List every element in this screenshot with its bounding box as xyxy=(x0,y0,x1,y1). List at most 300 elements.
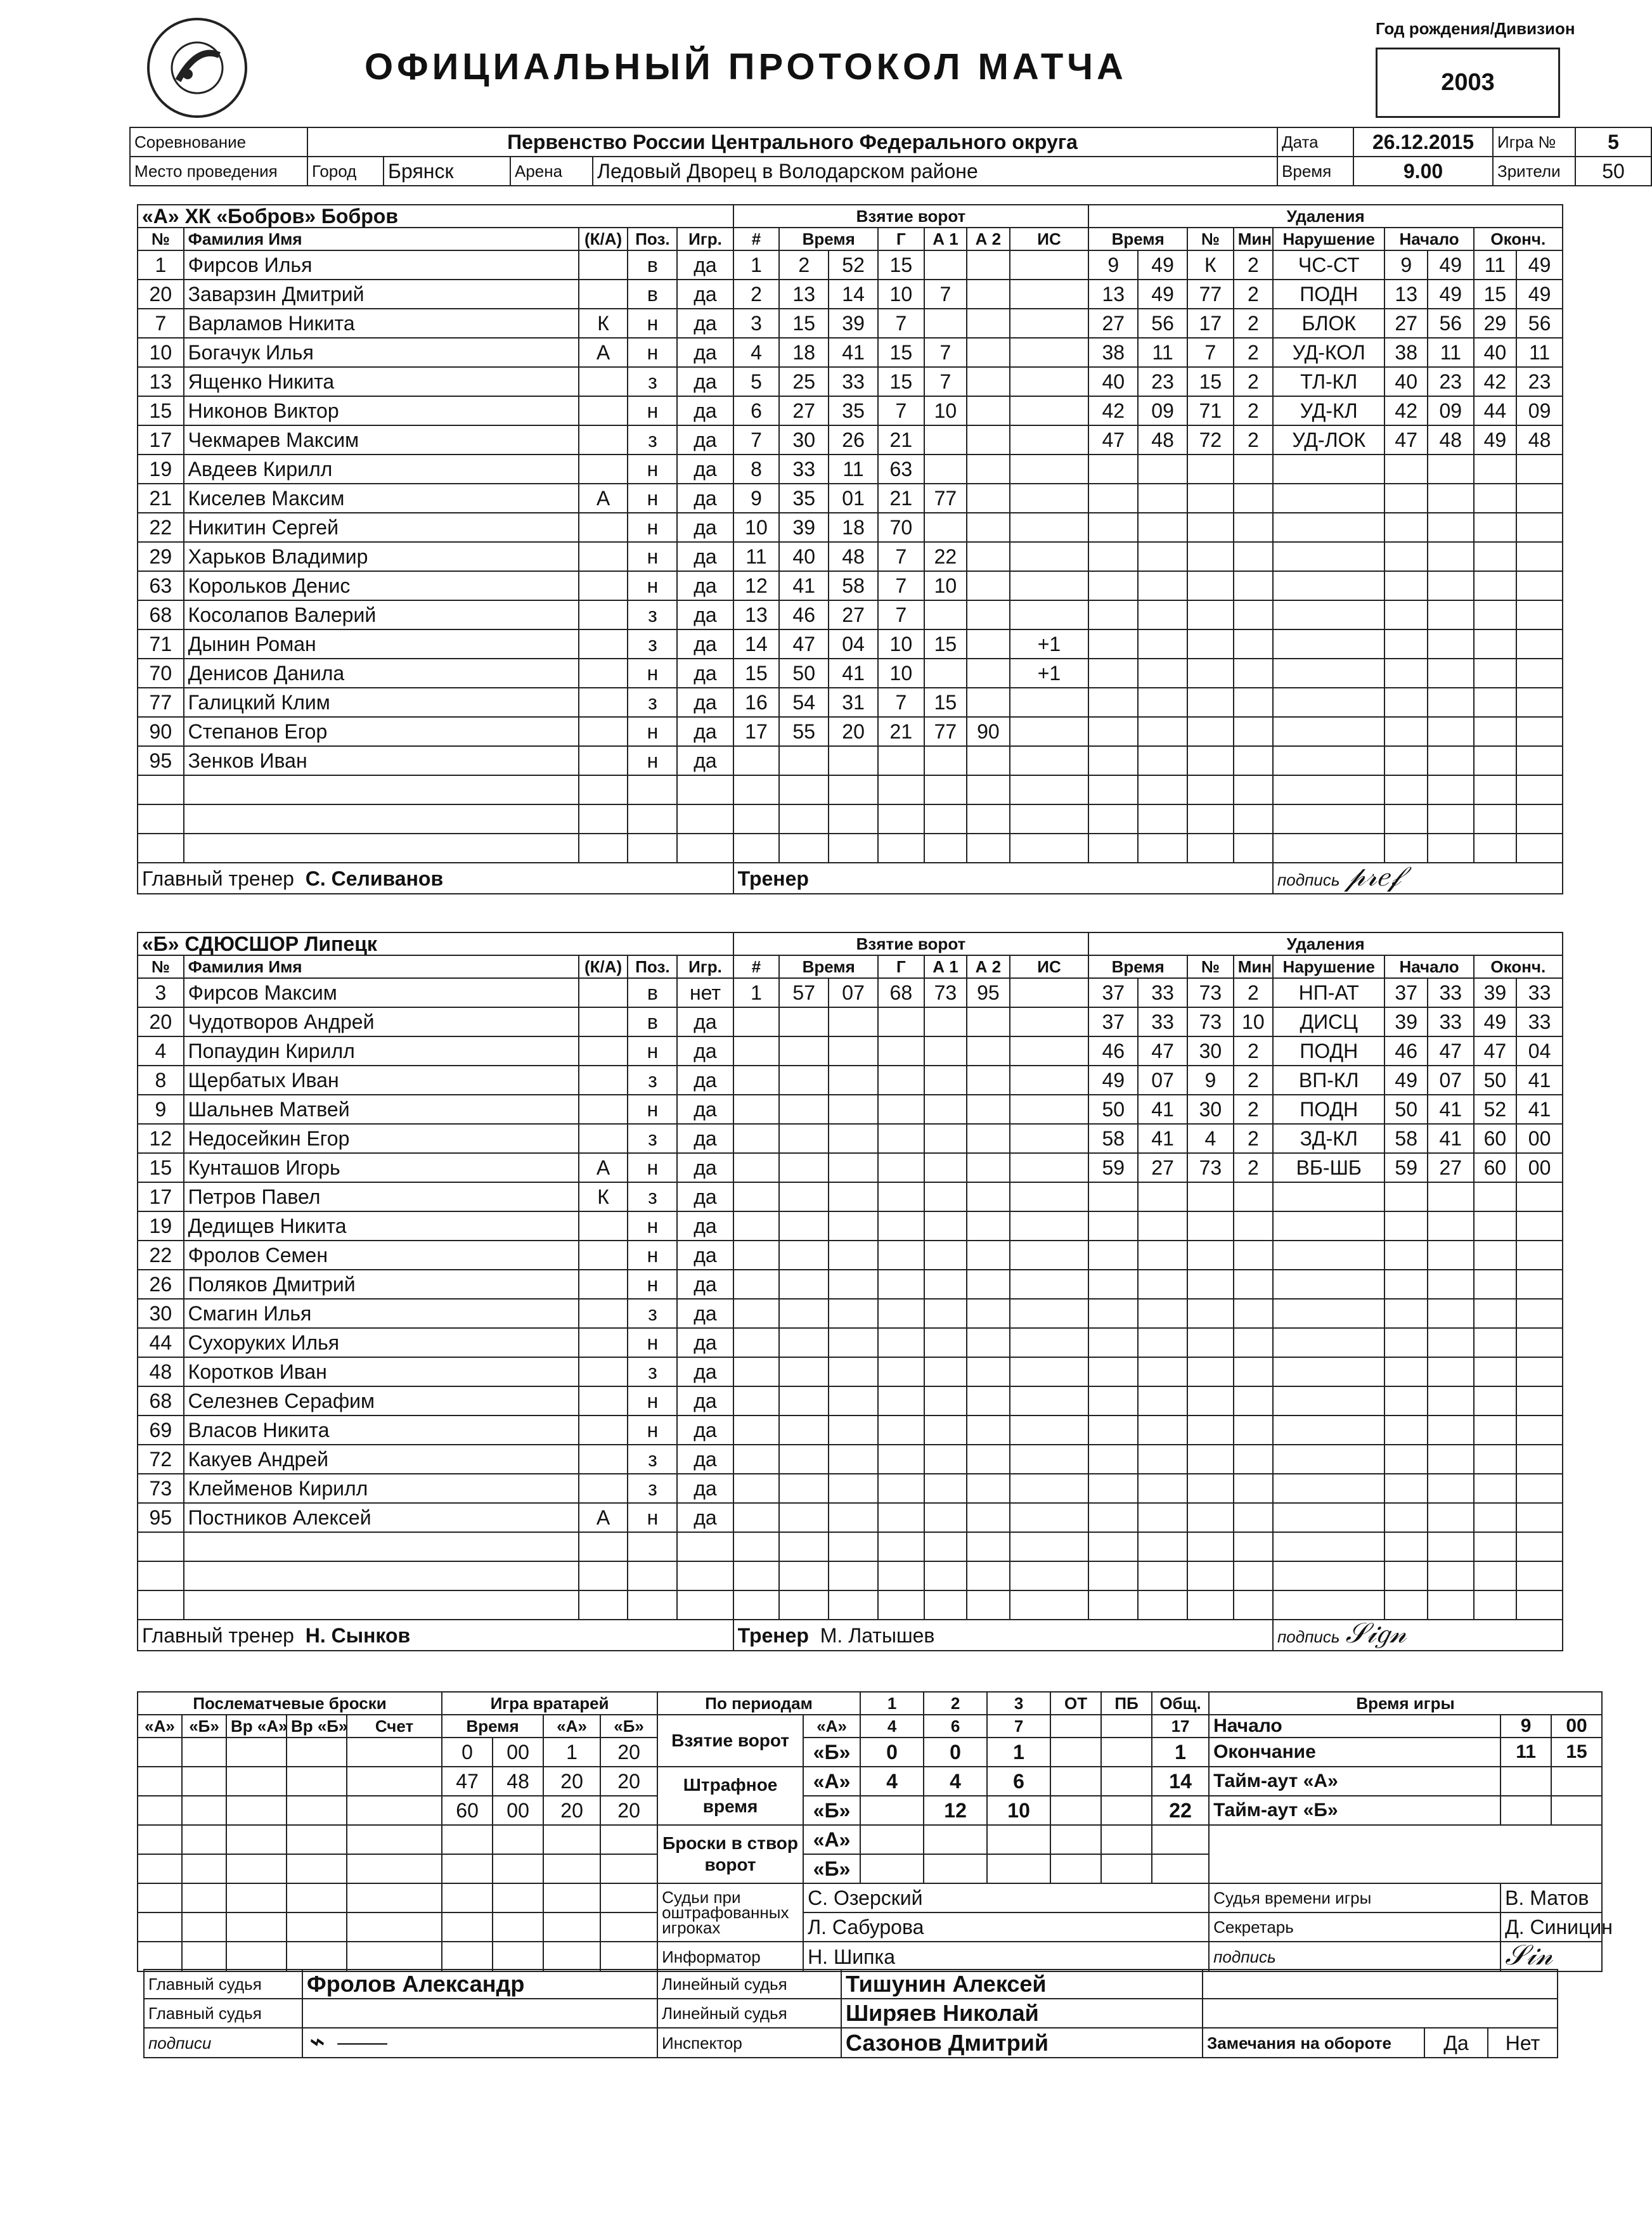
penalty-player: 73 xyxy=(1187,978,1234,1007)
goal-assist-1: 10 xyxy=(924,396,967,425)
goal-number xyxy=(733,1270,780,1299)
goal-assist-2 xyxy=(967,1416,1009,1445)
goal-minute xyxy=(779,775,829,804)
penalty-minute: 38 xyxy=(1088,338,1138,367)
player-played xyxy=(677,804,733,834)
goal-minute xyxy=(779,1270,829,1299)
penalty-end-min xyxy=(1474,659,1516,688)
goal-number: 13 xyxy=(733,600,780,629)
goal-scorer xyxy=(878,1561,924,1590)
player-position: н xyxy=(628,659,677,688)
penalty-infraction xyxy=(1273,1211,1385,1241)
penalty-start-min xyxy=(1384,1474,1427,1503)
penalty-duration xyxy=(1234,542,1273,571)
goals-b-p2: 0 xyxy=(924,1738,987,1767)
goal-assist-2 xyxy=(967,1590,1009,1620)
goal-minute xyxy=(779,1007,829,1036)
player-captain xyxy=(579,1124,628,1153)
penalty-duration: 2 xyxy=(1234,280,1273,309)
penalty-start-min xyxy=(1384,513,1427,542)
player-position: н xyxy=(628,1211,677,1241)
referee-2-name xyxy=(302,1999,657,2028)
player-position: н xyxy=(628,396,677,425)
penalty-minute xyxy=(1088,1590,1138,1620)
goal-minute: 18 xyxy=(779,338,829,367)
goal-situation xyxy=(1010,978,1089,1007)
penalty-end-min xyxy=(1474,717,1516,746)
goal-situation xyxy=(1010,396,1089,425)
penalty-end-min xyxy=(1474,1357,1516,1386)
inspector-label: Инспектор xyxy=(657,2028,841,2058)
player-played: да xyxy=(677,1241,733,1270)
penalty-minute xyxy=(1088,775,1138,804)
player-name xyxy=(184,775,579,804)
goal-second xyxy=(829,1066,878,1095)
shootout-col-tb: Вр «Б» xyxy=(287,1715,347,1738)
penalty-second xyxy=(1138,1561,1187,1590)
col-goal-a2: А 2 xyxy=(967,228,1009,250)
col-goal-a1: А 1 xyxy=(924,228,967,250)
player-position: н xyxy=(628,1328,677,1357)
col-pen-end: Оконч. xyxy=(1474,228,1563,250)
penalty-end-sec xyxy=(1516,1445,1563,1474)
team-a-player-row xyxy=(138,775,1563,804)
goal-situation xyxy=(1010,1328,1089,1357)
goal-second: 33 xyxy=(829,367,878,396)
goal-scorer xyxy=(878,1328,924,1357)
col-goal-a2-b: А 2 xyxy=(967,955,1009,978)
goal-second xyxy=(829,1036,878,1066)
player-position: в xyxy=(628,280,677,309)
player-played: да xyxy=(677,484,733,513)
goal-minute: 35 xyxy=(779,484,829,513)
team-b-player-row xyxy=(138,1182,1563,1211)
goal-assist-2 xyxy=(967,425,1009,455)
pim-team-b-label: «Б» xyxy=(803,1796,860,1825)
competition-label: Соревнование xyxy=(130,127,307,157)
goal-number xyxy=(733,1532,780,1561)
player-played xyxy=(677,1590,733,1620)
penalty-player xyxy=(1187,1503,1234,1532)
goal-second: 14 xyxy=(829,280,878,309)
penalty-end-sec xyxy=(1516,455,1563,484)
penalty-minute xyxy=(1088,455,1138,484)
inspector-name: Сазонов Дмитрий xyxy=(841,2028,1203,2058)
goal-assist-2 xyxy=(967,1095,1009,1124)
timeout-a-label: Тайм-аут «А» xyxy=(1209,1767,1500,1796)
player-captain xyxy=(579,1561,628,1590)
player-number: 68 xyxy=(138,1386,184,1416)
team-b-player-row xyxy=(138,1416,1563,1445)
penalty-player: 15 xyxy=(1187,367,1234,396)
timekeeper-label: Судья времени игры xyxy=(1209,1883,1500,1912)
pim-a-p1: 4 xyxy=(860,1767,924,1796)
player-played: да xyxy=(677,1386,733,1416)
goal-number xyxy=(733,775,780,804)
player-captain xyxy=(579,513,628,542)
player-captain xyxy=(579,367,628,396)
goal-assist-1: 77 xyxy=(924,717,967,746)
player-position: н xyxy=(628,484,677,513)
player-name xyxy=(184,1532,579,1561)
penalty-duration xyxy=(1234,659,1273,688)
penalty-player xyxy=(1187,1386,1234,1416)
player-played: да xyxy=(677,1182,733,1211)
player-captain xyxy=(579,834,628,863)
team-a-player-row xyxy=(138,629,1563,659)
team-b-table xyxy=(137,932,1563,1651)
team-a-player-row xyxy=(138,659,1563,688)
player-played: да xyxy=(677,629,733,659)
goal-situation xyxy=(1010,1182,1089,1211)
goal-second: 58 xyxy=(829,571,878,600)
goal-situation xyxy=(1010,367,1089,396)
penalty-start-min: 50 xyxy=(1384,1095,1427,1124)
player-name: Варламов Никита xyxy=(184,309,579,338)
player-captain xyxy=(579,1445,628,1474)
penalty-minute xyxy=(1088,834,1138,863)
penalty-end-sec xyxy=(1516,1532,1563,1561)
player-position xyxy=(628,1561,677,1590)
penalty-start-sec xyxy=(1428,1211,1474,1241)
player-number: 17 xyxy=(138,425,184,455)
penalty-minute xyxy=(1088,1503,1138,1532)
penalty-end-sec: 48 xyxy=(1516,425,1563,455)
penalty-end-min xyxy=(1474,1211,1516,1241)
referee-1-name: Фролов Александр xyxy=(302,1970,657,1999)
pim-a-p3: 6 xyxy=(987,1767,1050,1796)
penalty-infraction: УД-КЛ xyxy=(1273,396,1385,425)
player-position xyxy=(628,1532,677,1561)
goalie-row-1-ss: 00 xyxy=(493,1738,543,1767)
shootout-col-a: «А» xyxy=(138,1715,182,1738)
player-number: 30 xyxy=(138,1299,184,1328)
arena-label: Арена xyxy=(510,157,593,186)
team-a-player-row xyxy=(138,484,1563,513)
goal-situation xyxy=(1010,338,1089,367)
penalty-start-min xyxy=(1384,804,1427,834)
penalty-end-sec: 56 xyxy=(1516,309,1563,338)
goalie-row-2-a: 20 xyxy=(543,1767,600,1796)
penalty-duration xyxy=(1234,1561,1273,1590)
player-captain: А xyxy=(579,338,628,367)
goal-minute xyxy=(779,1386,829,1416)
penalty-start-min xyxy=(1384,1561,1427,1590)
penalty-start-min xyxy=(1384,1328,1427,1357)
penalty-minute: 50 xyxy=(1088,1095,1138,1124)
goal-second xyxy=(829,1211,878,1241)
penalty-start-sec: 48 xyxy=(1428,425,1474,455)
goal-scorer xyxy=(878,1532,924,1561)
team-b-player-row xyxy=(138,1241,1563,1270)
goal-assist-1 xyxy=(924,455,967,484)
goal-assist-2 xyxy=(967,571,1009,600)
col-pen-min: Мин xyxy=(1234,228,1273,250)
goal-assist-2 xyxy=(967,1124,1009,1153)
penalty-end-sec xyxy=(1516,571,1563,600)
penalty-end-min xyxy=(1474,746,1516,775)
player-name: Недосейкин Егор xyxy=(184,1124,579,1153)
penalty-second xyxy=(1138,629,1187,659)
goal-assist-1 xyxy=(924,1095,967,1124)
penalty-duration xyxy=(1234,1590,1273,1620)
goal-situation xyxy=(1010,1561,1089,1590)
penalty-second: 33 xyxy=(1138,1007,1187,1036)
penalty-minute: 37 xyxy=(1088,1007,1138,1036)
penalty-end-min: 49 xyxy=(1474,425,1516,455)
penalty-start-sec xyxy=(1428,1386,1474,1416)
player-name: Клейменов Кирилл xyxy=(184,1474,579,1503)
goal-second xyxy=(829,1590,878,1620)
penalty-duration: 2 xyxy=(1234,1036,1273,1066)
penalty-player xyxy=(1187,775,1234,804)
goal-situation xyxy=(1010,1124,1089,1153)
goal-second xyxy=(829,804,878,834)
goal-situation xyxy=(1010,688,1089,717)
association-logo xyxy=(147,18,247,118)
goal-number: 8 xyxy=(733,455,780,484)
goal-situation xyxy=(1010,571,1089,600)
goal-assist-2 xyxy=(967,1474,1009,1503)
penalty-minute: 42 xyxy=(1088,396,1138,425)
player-number xyxy=(138,1561,184,1590)
goal-situation xyxy=(1010,600,1089,629)
goal-number: 5 xyxy=(733,367,780,396)
pim-b-p1 xyxy=(860,1796,924,1825)
goal-second: 07 xyxy=(829,978,878,1007)
goal-assist-1 xyxy=(924,1036,967,1066)
goal-assist-2 xyxy=(967,1445,1009,1474)
penalty-start-sec: 49 xyxy=(1428,250,1474,280)
penalty-duration xyxy=(1234,1532,1273,1561)
penalty-start-sec: 09 xyxy=(1428,396,1474,425)
goal-assist-2: 90 xyxy=(967,717,1009,746)
penalty-minute xyxy=(1088,1299,1138,1328)
penalty-second xyxy=(1138,1474,1187,1503)
player-position: з xyxy=(628,629,677,659)
player-played: нет xyxy=(677,978,733,1007)
goal-number xyxy=(733,1066,780,1095)
team-a-player-row xyxy=(138,804,1563,834)
player-name: Косолапов Валерий xyxy=(184,600,579,629)
penalty-end-sec: 41 xyxy=(1516,1066,1563,1095)
goal-assist-1 xyxy=(924,1153,967,1182)
game-number-label: Игра № xyxy=(1493,127,1575,157)
goal-scorer xyxy=(878,804,924,834)
goal-minute: 47 xyxy=(779,629,829,659)
penalty-duration xyxy=(1234,1474,1273,1503)
team-b-player-row xyxy=(138,1561,1563,1590)
goal-minute: 25 xyxy=(779,367,829,396)
player-position: н xyxy=(628,338,677,367)
goal-scorer xyxy=(878,1124,924,1153)
player-number xyxy=(138,1532,184,1561)
goal-assist-2 xyxy=(967,396,1009,425)
penalty-second: 49 xyxy=(1138,250,1187,280)
goal-scorer xyxy=(878,1036,924,1066)
penalty-end-sec: 41 xyxy=(1516,1095,1563,1124)
player-position: з xyxy=(628,1357,677,1386)
officials-table xyxy=(143,1969,1558,2058)
player-captain xyxy=(579,688,628,717)
pim-by-period-label: Штрафное время xyxy=(657,1767,803,1825)
penalty-infraction: ПОДН xyxy=(1273,1036,1385,1066)
penalty-start-min xyxy=(1384,600,1427,629)
penalty-minute xyxy=(1088,659,1138,688)
penalty-end-sec xyxy=(1516,1474,1563,1503)
penalty-second xyxy=(1138,659,1187,688)
penalty-end-min xyxy=(1474,629,1516,659)
goal-assist-1 xyxy=(924,1532,967,1561)
penalty-end-min: 40 xyxy=(1474,338,1516,367)
goal-situation xyxy=(1010,1445,1089,1474)
penalty-start-min xyxy=(1384,659,1427,688)
penalty-infraction xyxy=(1273,1357,1385,1386)
goal-assist-2 xyxy=(967,1241,1009,1270)
penalty-duration: 2 xyxy=(1234,338,1273,367)
penalty-minute: 37 xyxy=(1088,978,1138,1007)
goal-second xyxy=(829,1357,878,1386)
penalty-start-min xyxy=(1384,1211,1427,1241)
goal-second: 41 xyxy=(829,659,878,688)
player-played: да xyxy=(677,1474,733,1503)
player-played: да xyxy=(677,1328,733,1357)
penalty-start-min: 46 xyxy=(1384,1036,1427,1066)
penalty-player: 73 xyxy=(1187,1153,1234,1182)
player-number: 13 xyxy=(138,367,184,396)
period-ot: ОТ xyxy=(1050,1692,1101,1715)
player-played: да xyxy=(677,455,733,484)
penalty-second xyxy=(1138,1503,1187,1532)
goal-assist-1 xyxy=(924,309,967,338)
penalty-end-sec xyxy=(1516,1182,1563,1211)
goal-scorer: 10 xyxy=(878,629,924,659)
penalty-infraction xyxy=(1273,659,1385,688)
penalty-infraction xyxy=(1273,1270,1385,1299)
goal-situation xyxy=(1010,1386,1089,1416)
arena-value: Ледовый Дворец в Володарском районе xyxy=(593,157,1277,186)
linesman-1-name: Тишунин Алексей xyxy=(841,1970,1203,1999)
goal-situation xyxy=(1010,542,1089,571)
penalty-start-min: 47 xyxy=(1384,425,1427,455)
player-captain: А xyxy=(579,484,628,513)
penalty-start-sec xyxy=(1428,717,1474,746)
penalty-player xyxy=(1187,746,1234,775)
penalty-start-sec xyxy=(1428,746,1474,775)
goalie-row-2-b: 20 xyxy=(600,1767,657,1796)
col-pen-end-b: Оконч. xyxy=(1474,955,1563,978)
goal-assist-2 xyxy=(967,1503,1009,1532)
penalty-start-min: 9 xyxy=(1384,250,1427,280)
player-captain: К xyxy=(579,1182,628,1211)
player-position: з xyxy=(628,600,677,629)
player-position: н xyxy=(628,1386,677,1416)
penalty-end-sec: 11 xyxy=(1516,338,1563,367)
player-captain xyxy=(579,1066,628,1095)
penalty-minute xyxy=(1088,688,1138,717)
player-name: Дедищев Никита xyxy=(184,1211,579,1241)
goal-minute xyxy=(779,1328,829,1357)
col-pen-start-b: Начало xyxy=(1384,955,1473,978)
goal-second: 27 xyxy=(829,600,878,629)
penalty-end-sec: 49 xyxy=(1516,280,1563,309)
penalty-end-sec: 04 xyxy=(1516,1036,1563,1066)
player-name: Власов Никита xyxy=(184,1416,579,1445)
goal-second xyxy=(829,1299,878,1328)
player-number: 1 xyxy=(138,250,184,280)
penalty-player xyxy=(1187,1241,1234,1270)
penalty-second xyxy=(1138,542,1187,571)
goals-title: Взятие ворот xyxy=(733,205,1089,228)
goal-number: 1 xyxy=(733,250,780,280)
player-captain xyxy=(579,396,628,425)
penalty-end-min xyxy=(1474,688,1516,717)
remarks-yes: Да xyxy=(1424,2028,1488,2058)
goal-assist-1 xyxy=(924,1211,967,1241)
col-goal-num-b: # xyxy=(733,955,780,978)
team-b-player-row xyxy=(138,978,1563,1007)
goal-assist-1 xyxy=(924,1182,967,1211)
goal-number xyxy=(733,1474,780,1503)
penalty-end-sec xyxy=(1516,484,1563,513)
player-position: в xyxy=(628,250,677,280)
penalty-start-sec: 07 xyxy=(1428,1066,1474,1095)
penalty-minute: 13 xyxy=(1088,280,1138,309)
penalty-player xyxy=(1187,1299,1234,1328)
player-captain xyxy=(579,455,628,484)
penalty-second: 48 xyxy=(1138,425,1187,455)
col-pen-num-b: № xyxy=(1187,955,1234,978)
col-pen-infraction: Нарушение xyxy=(1273,228,1385,250)
penalty-infraction: ЧС-СТ xyxy=(1273,250,1385,280)
goal-assist-2 xyxy=(967,1182,1009,1211)
penalty-player xyxy=(1187,659,1234,688)
penalty-second xyxy=(1138,571,1187,600)
goal-assist-1 xyxy=(924,1590,967,1620)
player-number xyxy=(138,775,184,804)
player-position: з xyxy=(628,367,677,396)
player-name: Селезнев Серафим xyxy=(184,1386,579,1416)
penalty-second xyxy=(1138,1590,1187,1620)
goal-second xyxy=(829,1474,878,1503)
secretary-signature: 𝒮𝒾𝓃 xyxy=(1500,1942,1602,1971)
goal-assist-1 xyxy=(924,1241,967,1270)
player-played: да xyxy=(677,338,733,367)
team-b-player-row xyxy=(138,1270,1563,1299)
goal-minute: 30 xyxy=(779,425,829,455)
penalty-end-min: 50 xyxy=(1474,1066,1516,1095)
penalty-infraction: ЗД-КЛ xyxy=(1273,1124,1385,1153)
penalty-player xyxy=(1187,571,1234,600)
penalty-end-min xyxy=(1474,1590,1516,1620)
penalty-duration xyxy=(1234,1357,1273,1386)
penalty-box-judge-2: Л. Сабурова xyxy=(803,1912,1209,1942)
goal-number: 14 xyxy=(733,629,780,659)
goal-number: 17 xyxy=(733,717,780,746)
player-number: 19 xyxy=(138,455,184,484)
penalty-start-sec xyxy=(1428,804,1474,834)
penalty-start-min xyxy=(1384,1590,1427,1620)
penalty-end-min xyxy=(1474,1561,1516,1590)
penalty-infraction xyxy=(1273,484,1385,513)
player-name: Какуев Андрей xyxy=(184,1445,579,1474)
penalty-infraction xyxy=(1273,629,1385,659)
penalty-end-sec xyxy=(1516,746,1563,775)
penalty-player xyxy=(1187,1211,1234,1241)
goal-assist-2 xyxy=(967,309,1009,338)
game-time-title: Время игры xyxy=(1209,1692,1602,1715)
goal-minute: 55 xyxy=(779,717,829,746)
